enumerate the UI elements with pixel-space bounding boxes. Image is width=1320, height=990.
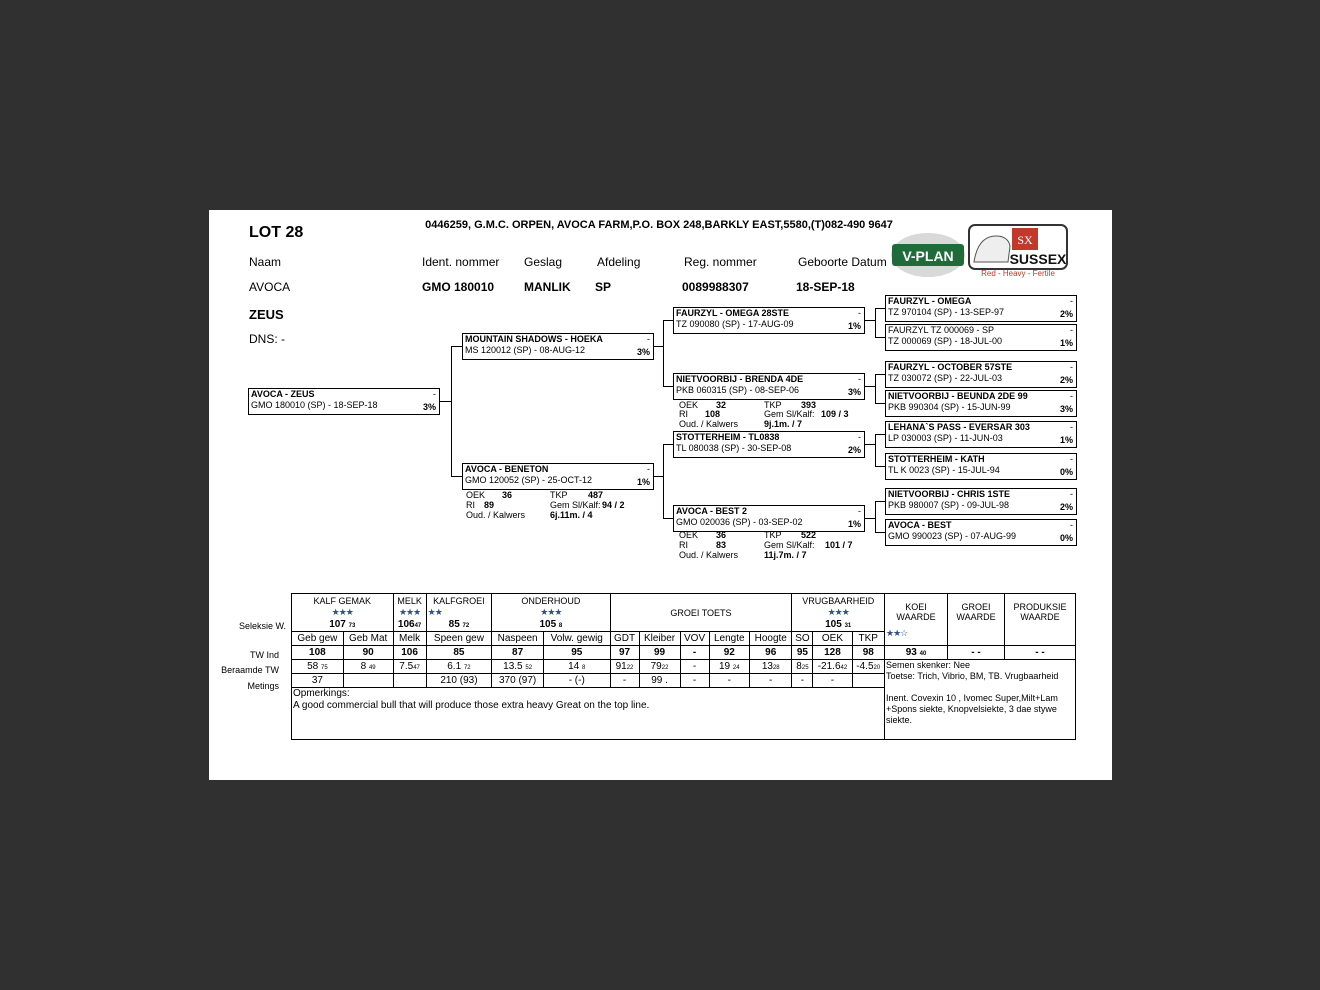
pedigree-sds: FAURZYL - OCTOBER 57STE - TZ 030072 (SP) - 22-JUL-03 2% (885, 361, 1077, 388)
connector (875, 532, 885, 533)
label-geslag: Geslag (524, 255, 563, 269)
reg-value: 0089988307 (682, 280, 749, 294)
pedigree-sire: MOUNTAIN SHADOWS - HOEKA - MS 120012 (SP) - 08-AUG-12 3% (462, 333, 654, 360)
label-ident: Ident. nommer (422, 255, 500, 269)
pedigree-self: AVOCA - ZEUS - GMO 180010 (SP) - 18-SEP-18 3% (248, 388, 440, 415)
tw-cell: 98 (852, 646, 885, 660)
farm-name: AVOCA (249, 280, 291, 294)
dam-oek-label: OEK (466, 490, 486, 500)
connector (663, 518, 673, 519)
met-cell: - (709, 674, 749, 688)
tw-cell: - (680, 646, 709, 660)
met-cell: - (813, 674, 852, 688)
col-header: TKP (852, 632, 885, 646)
remarks-text: A good commercial bull that will produce those extra heavy Great on the top line. (293, 700, 650, 711)
connector (875, 501, 876, 532)
connector (663, 444, 673, 445)
ident-value: GMO 180010 (422, 280, 495, 294)
pedigree-dsd: STOTTERHEIM - KATH - TL K 0023 (SP) - 15-JUL-94 0% (885, 453, 1077, 480)
col-header: Naspeen (492, 632, 544, 646)
row-label-tw: TW Ind (249, 650, 279, 660)
sd-gem: 109 / 3 (821, 409, 849, 419)
stars-onderhoud: ★★★ (492, 607, 610, 618)
met-cell: - (610, 674, 639, 688)
dns-value: DNS: - (249, 332, 285, 346)
pedigree-ssd: FAURZYL TZ 000069 - SP - TZ 000069 (SP) - 18-JUL-00 1% (885, 324, 1077, 351)
sel-vrug-cell: 105 31 (792, 618, 885, 632)
met-cell: 37 (292, 674, 344, 688)
tw-cell: 87 (492, 646, 544, 660)
label-afdeling: Afdeling (597, 255, 641, 269)
met-cell: - (-) (544, 674, 611, 688)
ber-cell: 7922 (639, 660, 680, 674)
met-cell: 210 (93) (426, 674, 492, 688)
ber-cell: 9122 (610, 660, 639, 674)
row-label-beraamde: Beraamde TW (221, 665, 279, 675)
notes-cell (885, 660, 1076, 740)
connector (875, 434, 876, 466)
remarks-cell (292, 688, 885, 740)
connector (663, 444, 664, 518)
connector (663, 320, 673, 321)
tw-cell: 92 (709, 646, 749, 660)
svg-text:Red - Heavy - Fertile: Red - Heavy - Fertile (981, 269, 1055, 278)
tw-cell: 108 (292, 646, 344, 660)
tw-cell: 95 (544, 646, 611, 660)
group-kalfgemak: KALF GEMAK (292, 594, 394, 608)
col-header: VOV (680, 632, 709, 646)
groei-tw-cell: - - (948, 646, 1005, 660)
col-header: SO (792, 632, 813, 646)
connector (875, 374, 876, 403)
afdeling-value: SP (595, 280, 612, 294)
ber-cell: 1328 (750, 660, 792, 674)
sussex-logo (968, 224, 1068, 278)
sel-kalfgemak-cell: 107 73 (292, 618, 394, 632)
inent-note: Inent. Covexin 10 , Ivomec Super,Milt+Lam +Spons siekte, Knopvelsiekte, 3 dae stywe siekte. (886, 693, 1058, 725)
lot-number: LOT 28 (249, 224, 304, 241)
connector (875, 403, 885, 404)
dd-ri: 83 (716, 540, 727, 550)
sd-ri: 108 (705, 409, 721, 419)
ber-cell: 13.5 52 (492, 660, 544, 674)
dd-gem: 101 / 7 (825, 540, 853, 550)
met-cell (852, 674, 885, 688)
koei-stars: ★★☆ (886, 628, 908, 638)
connector (451, 346, 462, 347)
pedigree-sire-sire: FAURZYL - OMEGA 28STE - TZ 090080 (SP) - 17-AUG-09 1% (673, 307, 865, 334)
tw-cell: 95 (792, 646, 813, 660)
met-cell: 370 (97) (492, 674, 544, 688)
col-header: Speen gew (426, 632, 492, 646)
breeding-values-table (291, 593, 1076, 740)
connector (875, 501, 885, 502)
semen-note: Semen skenker: Nee (886, 660, 971, 670)
koei-waarde-label: KOEI WAARDE (896, 602, 936, 622)
geslag-value: MANLIK (524, 280, 571, 294)
sel-kalfgroei-cell: 85 72 (426, 618, 492, 632)
tw-cell: 99 (639, 646, 680, 660)
dam-oud: 6j.11m. / 4 (550, 510, 593, 520)
col-header: Geb Mat (343, 632, 393, 646)
dd-tkp: 522 (801, 530, 817, 540)
row-label-metings: Metings (247, 681, 279, 691)
group-vrugbaarheid: VRUGBAARHEID (792, 594, 885, 608)
pedigree-dam: AVOCA - BENETON - GMO 120052 (SP) - 25-OCT-12 1% (462, 463, 654, 490)
ber-cell: 19 24 (709, 660, 749, 674)
dam-ri: 89 (484, 500, 495, 510)
ber-cell: 6.1 72 (426, 660, 492, 674)
label-reg: Reg. nommer (684, 255, 757, 269)
stars-kalfgroei: ★★ (426, 607, 492, 618)
produksie-waarde-label: PRODUKSIE WAARDE (1013, 602, 1067, 622)
svg-text:SUSSEX: SUSSEX (1009, 251, 1067, 267)
col-header: OEK (813, 632, 852, 646)
met-cell (343, 674, 393, 688)
pedigree-ddd: AVOCA - BEST - GMO 990023 (SP) - 07-AUG-99 0% (885, 519, 1077, 546)
groei-waarde-cell (948, 594, 1005, 646)
group-groeitoets: GROEI TOETS (610, 594, 792, 632)
sel-onderhoud-cell: 105 8 (492, 618, 610, 632)
sd-ri-label: RI (679, 409, 688, 419)
ber-cell: -4.520 (852, 660, 885, 674)
dd-oek: 36 (716, 530, 727, 540)
prod-tw-cell: - - (1005, 646, 1076, 660)
sd-tkp: 393 (801, 400, 817, 410)
tw-cell: 85 (426, 646, 492, 660)
pedigree-sss: FAURZYL - OMEGA - TZ 970104 (SP) - 13-SEP-97 2% (885, 295, 1077, 322)
birth-date-value: 18-SEP-18 (796, 280, 855, 294)
dd-gem-label: Gem Sl/Kalf: (764, 540, 815, 550)
dam-oek: 36 (502, 490, 513, 500)
met-cell: - (792, 674, 813, 688)
dam-gem: 94 / 2 (602, 500, 625, 510)
ber-cell: 825 (792, 660, 813, 674)
vplan-logo (890, 230, 966, 280)
pedigree-dam-dam: AVOCA - BEST 2 - GMO 020036 (SP) - 03-SEP-02 1% (673, 505, 865, 532)
col-header: Melk (393, 632, 426, 646)
group-kalfgroei: KALFGROEI (426, 594, 492, 608)
remarks-label: Opmerkings: (293, 688, 350, 699)
connector (864, 386, 875, 387)
dd-oek-label: OEK (679, 530, 699, 540)
dd-oud: 11j.7m. / 7 (764, 550, 807, 560)
connector (875, 308, 885, 309)
ber-cell: -21.642 (813, 660, 852, 674)
met-cell: - (680, 674, 709, 688)
col-header: Hoogte (750, 632, 792, 646)
pedigree-dam-sire: STOTTERHEIM - TL0838 - TL 080038 (SP) - 30-SEP-08 2% (673, 431, 865, 458)
col-header: GDT (610, 632, 639, 646)
koei-waarde-cell (885, 594, 948, 646)
stars-vrugbaarheid: ★★★ (792, 607, 885, 618)
pedigree-dss: LEHANA`S PASS - EVERSAR 303 - LP 030003 (SP) - 11-JUN-03 1% (885, 421, 1077, 448)
connector (663, 320, 664, 386)
connector (653, 346, 663, 347)
label-geboorte: Geboorte Datum (798, 255, 887, 269)
sel-melk-cell: 10647 (393, 618, 426, 632)
ber-cell: 58 75 (292, 660, 344, 674)
connector (663, 386, 673, 387)
col-header: Geb gew (292, 632, 344, 646)
stars-kalfgemak: ★★★ (292, 607, 394, 618)
tw-cell: 90 (343, 646, 393, 660)
animal-name: ZEUS (249, 307, 284, 322)
dd-tkp-label: TKP (764, 530, 782, 540)
stars-melk: ★★★ (393, 607, 426, 618)
connector (451, 476, 462, 477)
connector (864, 518, 875, 519)
sd-oud-label: Oud. / Kalwers (679, 419, 739, 429)
connector (864, 320, 875, 321)
toetse-note: Toetse: Trich, Vibrio, BM, TB. Vrugbaarheid (886, 671, 1059, 681)
connector (653, 476, 663, 477)
connector (875, 434, 885, 435)
group-melk: MELK (393, 594, 426, 608)
pedigree-sdd: NIETVOORBIJ - BEUNDA 2DE 99 - PKB 990304 (SP) - 15-JUN-99 3% (885, 390, 1077, 417)
connector (864, 444, 875, 445)
connector (875, 374, 885, 375)
pedigree-dds: NIETVOORBIJ - CHRIS 1STE - PKB 980007 (SP) - 09-JUL-98 2% (885, 488, 1077, 515)
lot-sheet (209, 210, 1112, 780)
koei-tw-cell: 93 40 (885, 646, 948, 660)
met-cell: - (750, 674, 792, 688)
produksie-waarde-cell (1005, 594, 1076, 646)
tw-cell: 106 (393, 646, 426, 660)
connector (875, 466, 885, 467)
sd-oek: 32 (716, 400, 727, 410)
met-cell: 99 . (639, 674, 680, 688)
sd-tkp-label: TKP (764, 400, 782, 410)
col-header: Kleiber (639, 632, 680, 646)
tw-cell: 96 (750, 646, 792, 660)
ber-cell: 7.547 (393, 660, 426, 674)
sd-oud: 9j.1m. / 7 (764, 419, 803, 429)
col-header: Lengte (709, 632, 749, 646)
ber-cell: 14 8 (544, 660, 611, 674)
group-onderhoud: ONDERHOUD (492, 594, 610, 608)
dam-gem-label: Gem Sl/Kalf: (550, 500, 601, 510)
svg-text:V-PLAN: V-PLAN (902, 248, 954, 264)
tw-cell: 97 (610, 646, 639, 660)
dd-ri-label: RI (679, 540, 688, 550)
connector (875, 337, 885, 338)
met-cell (393, 674, 426, 688)
owner-info: 0446259, G.M.C. ORPEN, AVOCA FARM,P.O. BOX 248,BARKLY EAST,5580,(T)082-490 9647 (425, 219, 893, 231)
connector (875, 308, 876, 337)
svg-text:SX: SX (1017, 233, 1033, 247)
tw-cell: 128 (813, 646, 852, 660)
dam-tkp-label: TKP (550, 490, 568, 500)
pedigree-sire-dam: NIETVOORBIJ - BRENDA 4DE - PKB 060315 (SP) - 08-SEP-06 3% (673, 373, 865, 400)
dd-oud-label: Oud. / Kalwers (679, 550, 739, 560)
dam-ri-label: RI (466, 500, 475, 510)
sd-oek-label: OEK (679, 400, 699, 410)
ber-cell: - (680, 660, 709, 674)
ber-cell: 8 49 (343, 660, 393, 674)
groei-waarde-label: GROEI WAARDE (956, 602, 996, 622)
dam-oud-label: Oud. / Kalwers (466, 510, 526, 520)
row-label-seleksie: Seleksie W. (238, 621, 286, 631)
connector (439, 401, 451, 402)
connector (451, 346, 452, 476)
col-header: Volw. gewig (544, 632, 611, 646)
sd-gem-label: Gem Sl/Kalf: (764, 409, 815, 419)
dam-tkp: 487 (588, 490, 604, 500)
label-naam: Naam (249, 255, 282, 269)
